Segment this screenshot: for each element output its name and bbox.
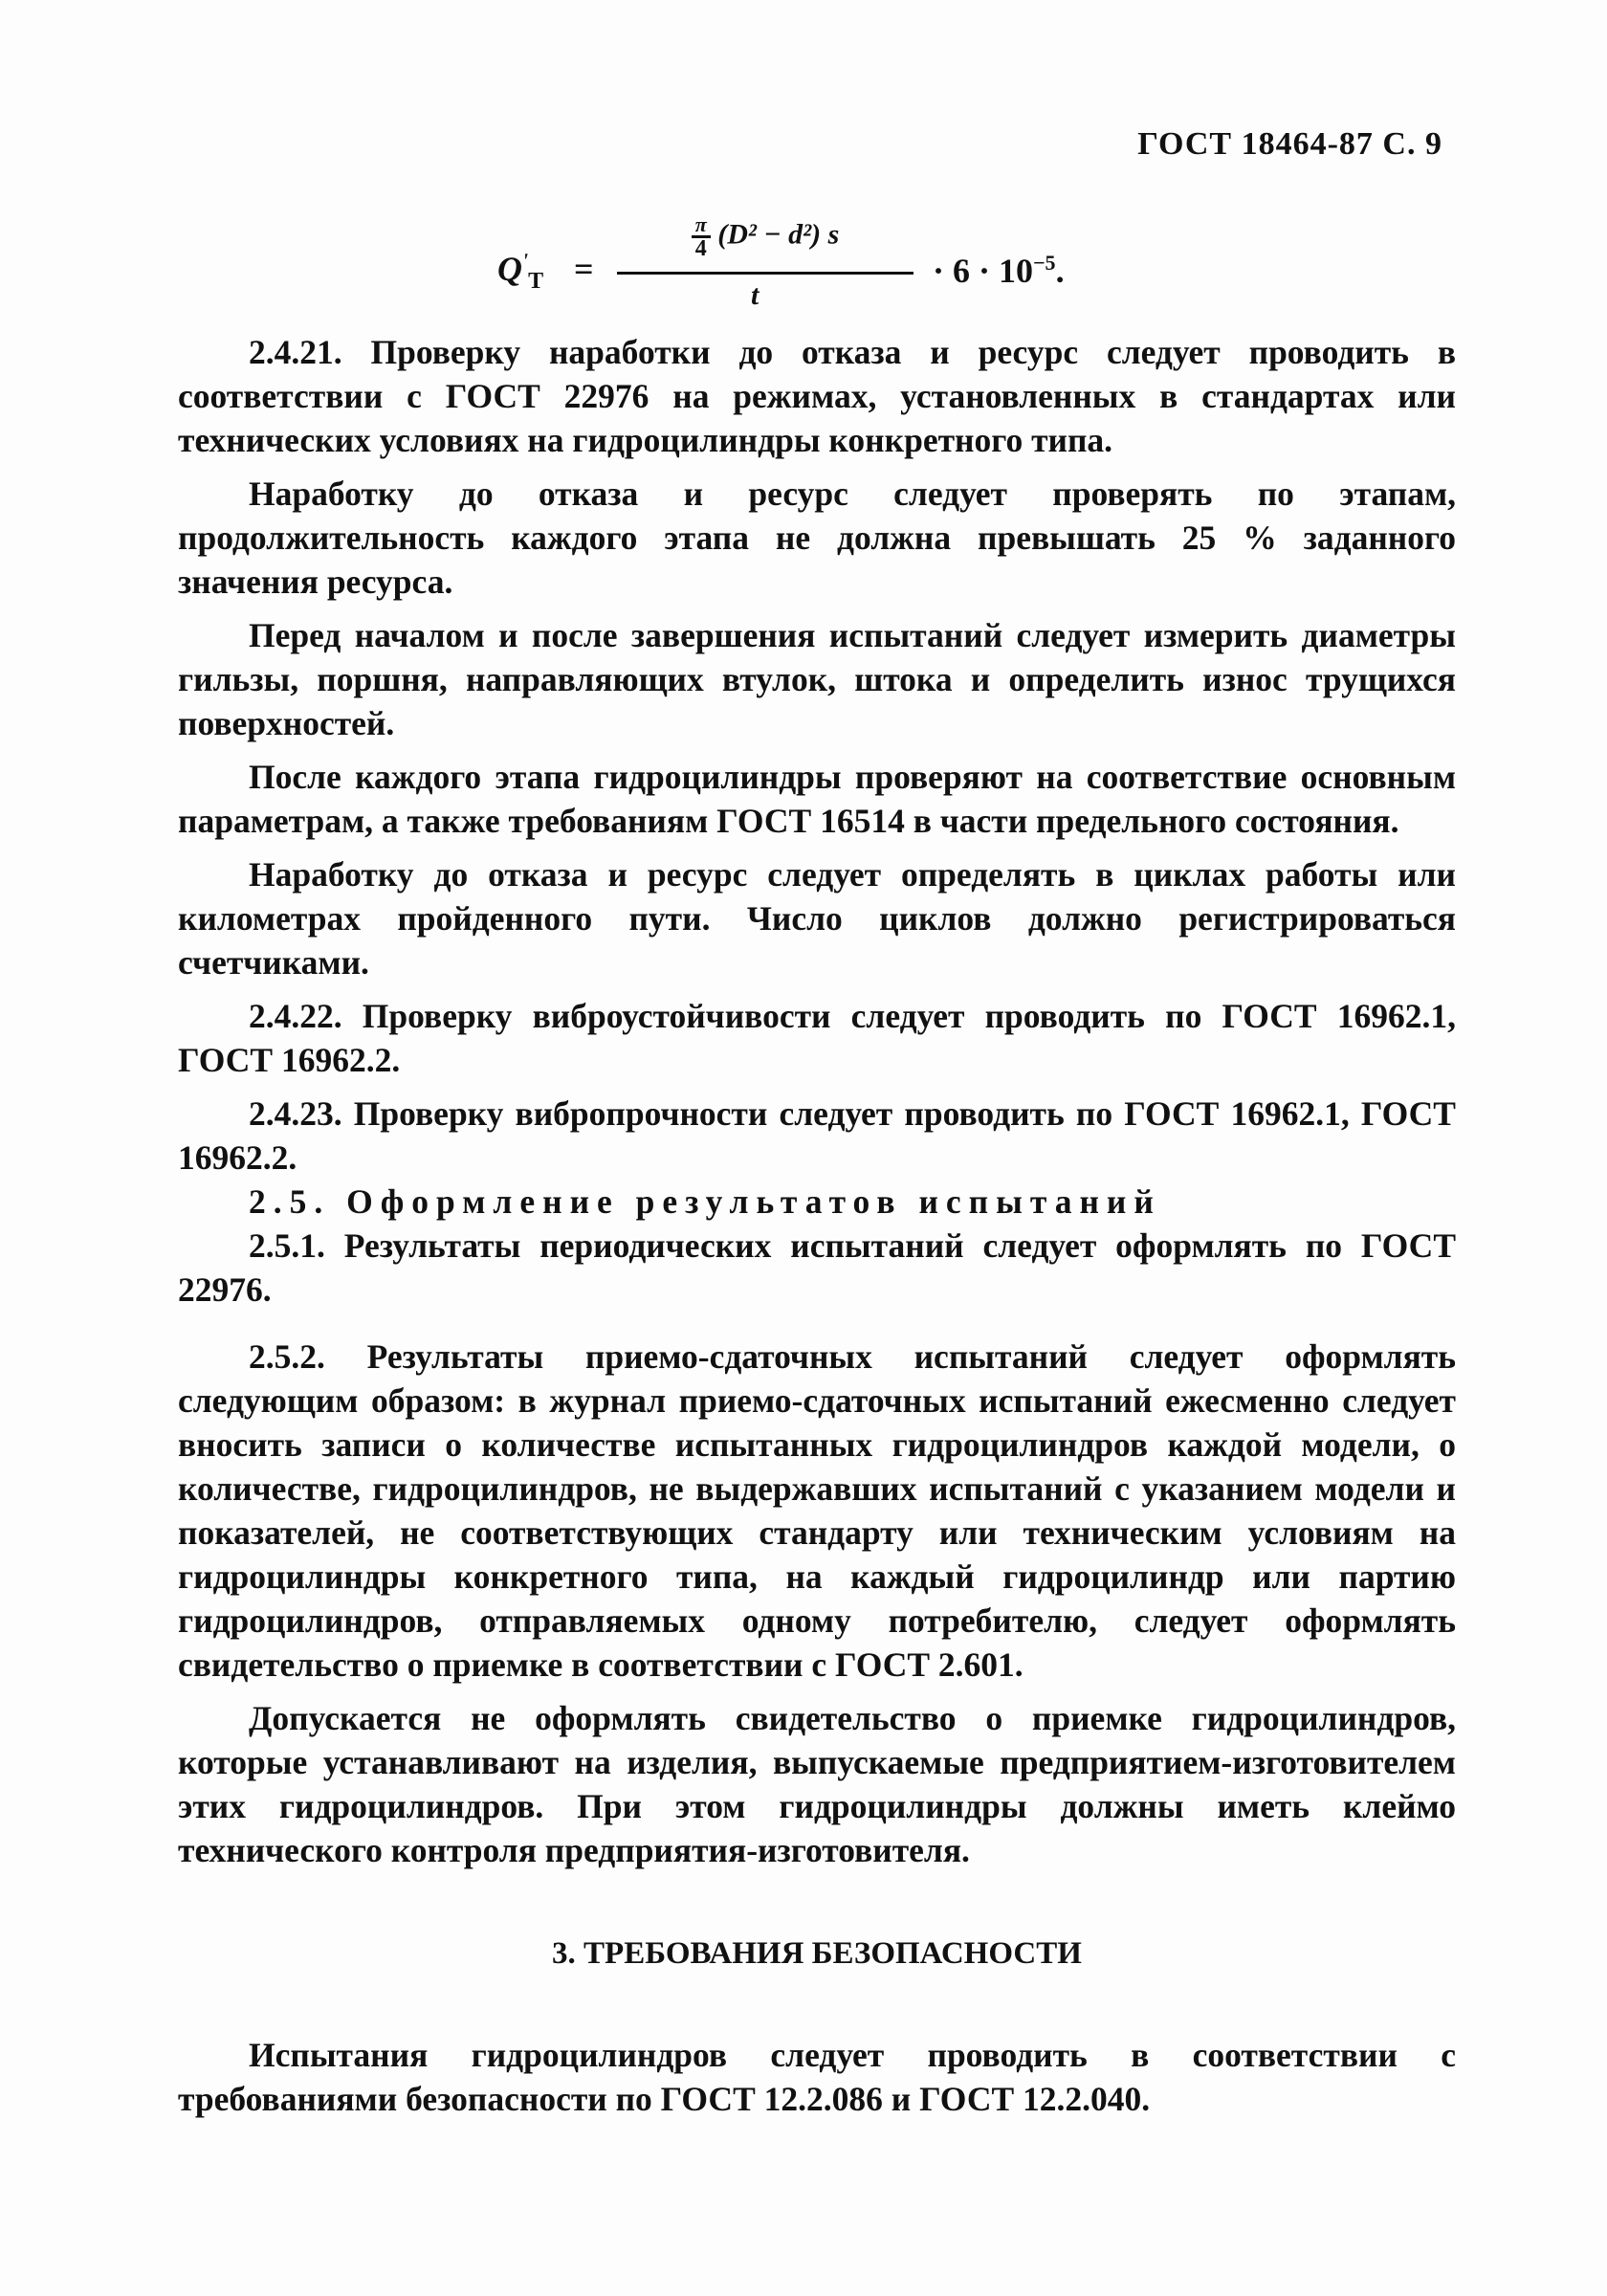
formula-numerator-rest: (D² − d²) s xyxy=(717,218,840,251)
paragraph: Допускается не оформлять свидетельство о приемке гидроцилиндров, которые устанавливают на изделия, выпускаемые предприятием-изготовителем этих гидроцилиндров. При этом гидроцилиндры должны иметь клеймо технического контроля предприятия-изготовителя. xyxy=(178,1699,1456,1869)
formula-equals: = xyxy=(574,250,594,288)
paragraph: После каждого этапа гидроцилиндры проверяют на соответствие основным параметрам, а также требованиям ГОСТ 16514 в части предельного состояния. xyxy=(178,758,1456,840)
formula xyxy=(497,212,1167,327)
subsection-heading: 2.5. Оформление результатов испытаний xyxy=(249,1182,1161,1221)
paragraph: 2.4.21. Проверку наработки до отказа и ресурс следует проводить в соответствии с ГОСТ 22976 на режимах, установленных в стандартах или технических условиях на гидроцилиндры конкретного типа. xyxy=(178,333,1456,459)
page-header: ГОСТ 18464-87 С. 9 xyxy=(1137,126,1442,162)
formula-rhs xyxy=(933,251,1065,291)
fraction-bar xyxy=(617,272,914,275)
formula-numerator xyxy=(622,214,909,259)
formula-exponent: −5 xyxy=(1033,251,1056,275)
formula-multiplier: · 6 · 10 xyxy=(933,252,1034,290)
paragraph: Наработку до отказа и ресурс следует проверять по этапам, продолжительность каждого этапа не должна превышать 25 % заданного значения ресурса. xyxy=(178,475,1456,601)
paragraph: Наработку до отказа и ресурс следует определять в циклах работы или километрах пройденного пути. Число циклов должно регистрироваться счетчиками. xyxy=(178,855,1456,982)
formula-sub: Т xyxy=(528,269,544,295)
body-text xyxy=(178,330,1456,2121)
formula-lhs xyxy=(497,249,543,295)
paragraph: 2.5.2. Результаты приемо-сдаточных испытаний следует оформлять следующим образом: в журнал приемо-сдаточных испытаний ежесменно следует вносить записи о количестве испытанных гидроцилиндров каждой модели, о количестве, гидроцилиндров, не выдержавших испытаний с указанием модели и показателей, не соответствующих стандарту или техническим условиям на гидроцилиндры конкретного типа, на каждый гидроцилиндр или партию гидроцилиндров, отправляемых одному потребителю, следует оформлять свидетельство о приемке в соответствии с ГОСТ 2.601. xyxy=(178,1337,1456,1684)
paragraph: Испытания гидроцилиндров следует проводить в соответствии с требованиями безопасности по ГОСТ 12.2.086 и ГОСТ 12.2.040. xyxy=(178,2036,1456,2118)
formula-end: . xyxy=(1055,252,1065,290)
paragraph: 2.5.1. Результаты периодических испытаний следует оформлять по ГОСТ 22976. xyxy=(178,1226,1456,1309)
formula-sup: ʹ xyxy=(522,249,529,273)
formula-pi-over-four xyxy=(692,214,711,259)
paragraph: 2.4.22. Проверку виброустойчивости следует проводить по ГОСТ 16962.1, ГОСТ 16962.2. xyxy=(178,997,1456,1079)
formula-denominator: t xyxy=(751,279,759,311)
formula-symbol: Q xyxy=(497,250,522,288)
paragraph: Перед началом и после завершения испытаний следует измерить диаметры гильзы, поршня, направляющих втулок, штока и определить износ трущихся поверхностей. xyxy=(178,616,1456,742)
formula-pi: π xyxy=(694,212,707,236)
section-heading: 3. ТРЕБОВАНИЯ БЕЗОПАСНОСТИ xyxy=(552,1936,1082,1971)
formula-four: 4 xyxy=(692,235,711,259)
paragraph: 2.4.23. Проверку вибропрочности следует проводить по ГОСТ 16962.1, ГОСТ 16962.2. xyxy=(178,1094,1456,1177)
